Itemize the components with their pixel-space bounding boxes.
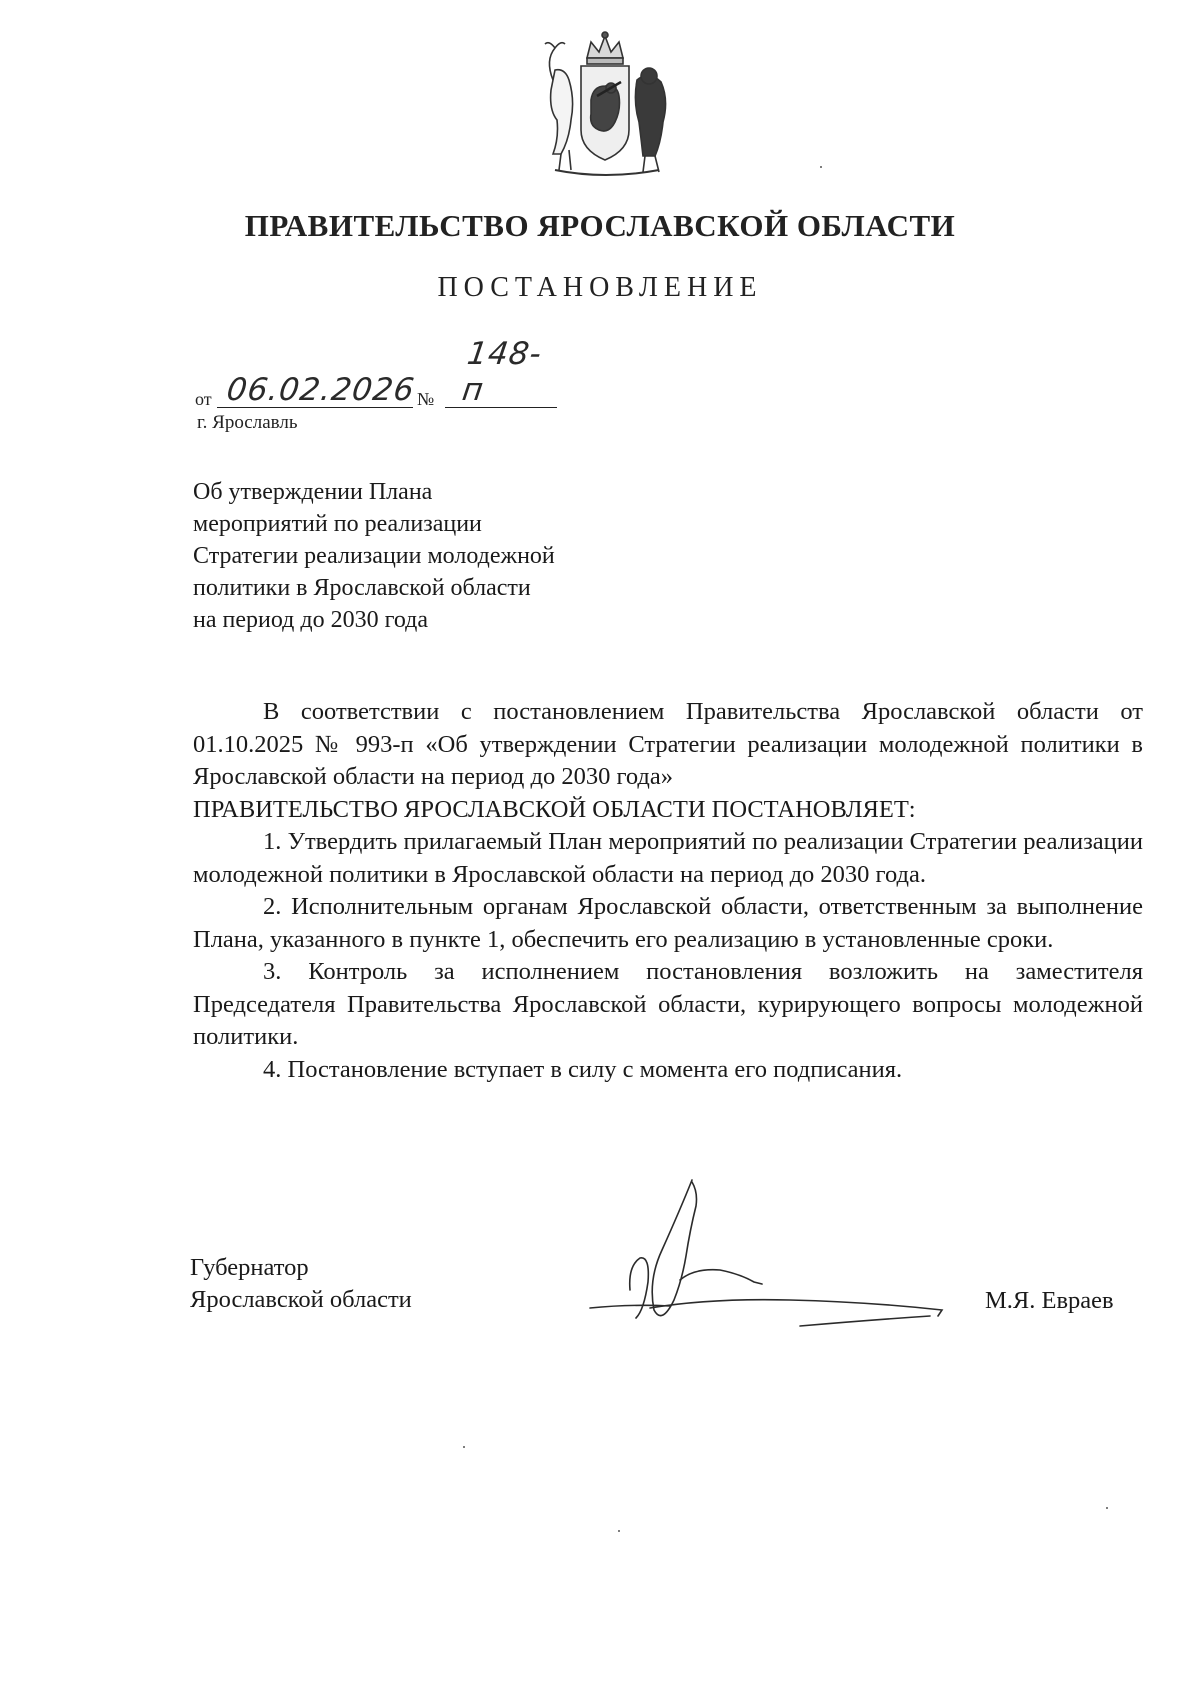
document-type: ПОСТАНОВЛЕНИЕ (437, 272, 763, 303)
item-paragraph: 2. Исполнительным органам Ярославской области, ответственным за выполнение Плана, указанного в пункте 1, обеспечить его реализацию в установленные сроки. (193, 893, 1143, 953)
item-paragraph: 3. Контроль за исполнением постановления возложить на заместителя Председателя Правительства Ярославской области, курирующего вопросы молодежной политики. (193, 958, 1143, 1050)
number-prefix: № (417, 389, 435, 409)
position-line: Губернатор (190, 1254, 309, 1281)
number-handwritten: 148-п (459, 336, 545, 408)
scan-speck (618, 1530, 620, 1532)
date-handwritten: 06.02.2026 (224, 372, 418, 408)
item-paragraph: 1. Утвердить прилагаемый План мероприятий по реализации Стратегии реализации молодежной политики в Ярославской области на период до 2030 года. (193, 828, 1143, 888)
scan-speck (1106, 1507, 1108, 1509)
position-line: Ярославской области (190, 1286, 412, 1313)
government-title: ПРАВИТЕЛЬСТВО ЯРОСЛАВСКОЙ ОБЛАСТИ (244, 208, 956, 243)
preamble-paragraph: В соответствии с постановлением Правительства Ярославской области от 01.10.2025 № 993-п «Об утверждении Стратегии реализации молодежной политики в Ярославской области на период до 2030 года» (193, 698, 1143, 790)
date-prefix: от (195, 389, 212, 409)
scan-speck (463, 1446, 465, 1448)
subject-line: мероприятий по реализации (193, 511, 482, 537)
signatory-name: М.Я. Евраев (985, 1287, 1114, 1314)
document-body (193, 696, 1143, 1086)
item-paragraph: 4. Постановление вступает в силу с момента его подписания. (263, 1055, 903, 1083)
document-subject (193, 476, 555, 636)
resolves-line: ПРАВИТЕЛЬСТВО ЯРОСЛАВСКОЙ ОБЛАСТИ ПОСТАНОВЛЯЕТ: (193, 795, 916, 823)
scan-speck (820, 166, 822, 168)
subject-line: на период до 2030 года (193, 607, 428, 633)
subject-line: Об утверждении Плана (193, 479, 433, 505)
signatory-position (190, 1252, 412, 1316)
coat-of-arms-emblem (525, 30, 685, 180)
handwritten-signature (570, 1170, 950, 1350)
subject-line: Стратегии реализации молодежной (193, 543, 555, 569)
city-name: г. Ярославль (197, 412, 298, 433)
subject-line: политики в Ярославской области (193, 575, 531, 601)
